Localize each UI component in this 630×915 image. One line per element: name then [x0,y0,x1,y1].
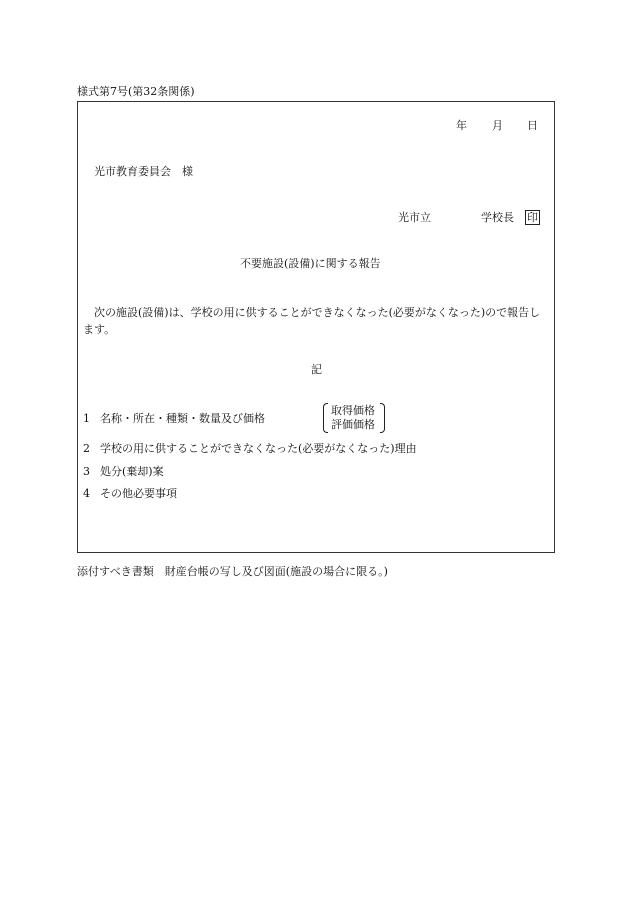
seal-mark: 印 [527,211,538,224]
price-bracket-left [323,403,328,433]
item-1-number: 1 [83,412,90,425]
item-3-number: 3 [83,465,90,478]
ki-heading: 記 [311,363,322,376]
item-3-text: 処分(棄却)案 [100,465,164,478]
item-4-number: 4 [83,487,90,500]
attachments-note: 添付すべき書類 財産台帳の写し及び図面(施設の場合に限る。) [77,565,388,578]
sender-title: 学校長 [481,211,514,224]
price-option-appraisal: 評価価格 [331,418,375,431]
report-body: 次の施設(設備)は、学校の用に供することができなくなった(必要がなくなった)ので報告します。 [83,306,541,336]
report-title: 不要施設(設備)に関する報告 [240,257,381,270]
date-line [456,120,538,131]
date-year: 年 [456,119,467,132]
price-bracket-right [380,403,385,433]
addressee: 光市教育委員会 様 [94,165,193,178]
seal-box [525,210,540,225]
item-4-text: その他必要事項 [100,487,177,500]
form-number: 様式第7号(第32条関係) [77,85,195,98]
item-1-text: 名称・所在・種類・数量及び価格 [100,412,265,425]
sender-city-school: 光市立 [398,211,431,224]
date-month: 月 [492,119,503,132]
date-day: 日 [527,119,538,132]
item-2-text: 学校の用に供することができなくなった(必要がなくなった)理由 [100,442,417,455]
price-option-acquisition: 取得価格 [331,404,375,417]
item-2-number: 2 [83,442,90,455]
